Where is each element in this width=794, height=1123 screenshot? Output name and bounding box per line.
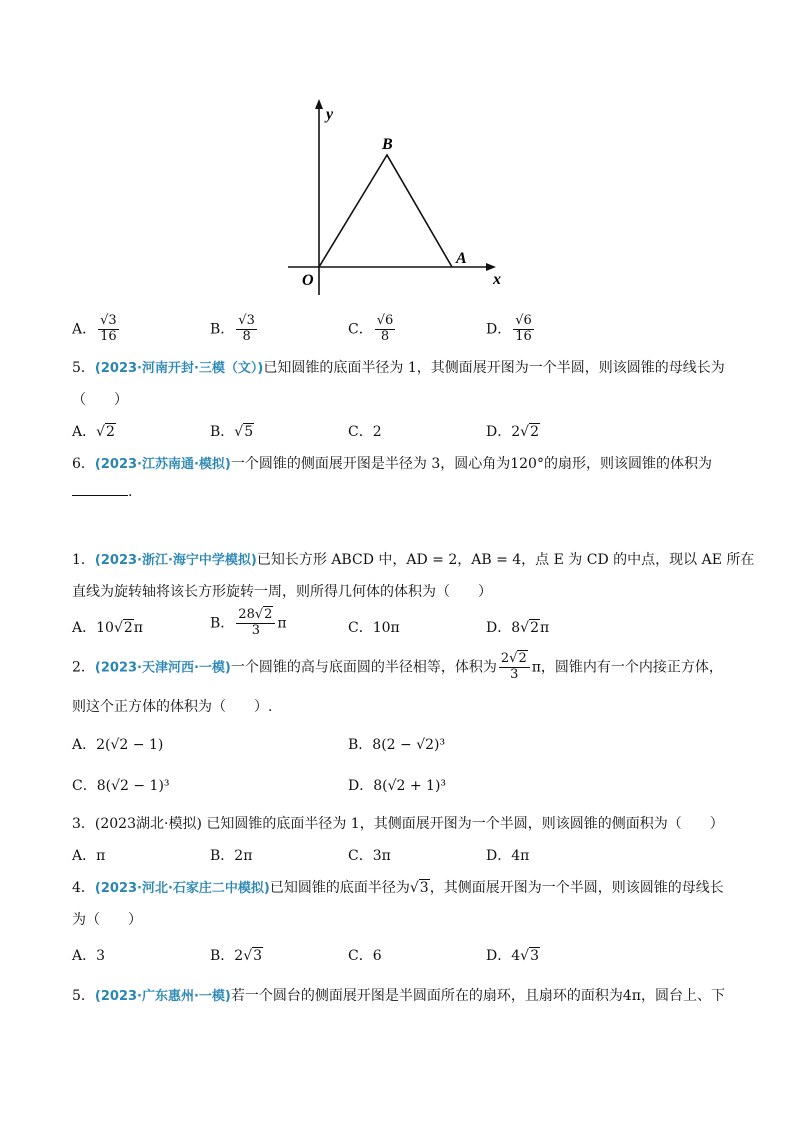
q5a-option-b: B．√5 [210, 424, 254, 440]
source-tag: (2023·河南开封·三模（文）) [94, 361, 264, 376]
q3-option-a: A．π [72, 848, 106, 864]
y-axis-arrow [315, 99, 323, 109]
q4-option-b: B．2√3 [210, 948, 263, 964]
p0-option-b: B． $\frac{√3}{8}$ [210, 313, 255, 344]
question-6a: 6．(2023·江苏南通·模拟)一个圆锥的侧面展开图是半径为 3，圆心角为120°的扇形，则该圆锥的体积为 [72, 456, 712, 472]
q2-option-c: C．8(√2 − 1)³ [72, 778, 170, 794]
question-6a-blank: . [72, 484, 132, 500]
q1-option-d: D．8√2π [486, 620, 550, 636]
q1-option-b: B． $\frac{28√2}{3}$ π [210, 607, 287, 638]
question-4-line2: 为（ ） [72, 912, 142, 928]
question-1-line2: 直线为旋转轴将该长方形旋转一周，则所得几何体的体积为（ ） [72, 584, 492, 600]
question-2: 2．(2023·天津河西·一模)一个圆锥的高与底面圆的半径相等，体积为 $\frac{2√2}{3}$ π，圆锥内有一个内接正方体， [72, 651, 723, 682]
q2-option-b: B．8(2 − √2)³ [348, 737, 446, 753]
q2-option-d: D．8(√2 + 1)³ [348, 778, 447, 794]
q4-option-c: C．6 [348, 948, 382, 964]
x-axis-arrow [486, 263, 496, 271]
q5a-option-c: C．2 [348, 424, 382, 440]
q5a-option-a: A．√2 [72, 424, 115, 440]
triangle-figure [280, 95, 520, 310]
q3-option-c: C．3π [348, 848, 391, 864]
q2-option-a: A．2(√2 − 1) [72, 737, 164, 753]
question-5b: 5．(2023·广东惠州·一模)若一个圆台的侧面展开图是半圆面所在的扇环，且扇环的面积为4π，圆台上、下 [72, 988, 725, 1004]
q4-option-a: A．3 [72, 948, 106, 964]
triangle-sides [319, 155, 452, 267]
question-5a-paren: （ ） [72, 392, 128, 408]
q1-option-a: A．10√2π [72, 620, 143, 636]
label-A: A [456, 250, 467, 267]
label-x: x [493, 271, 501, 288]
q1-option-c: C．10π [348, 620, 400, 636]
source-tag: (2023·河北·石家庄二中模拟) [94, 881, 270, 896]
q3-option-d: D．4π [486, 848, 530, 864]
question-1: 1．(2023·浙江·海宁中学模拟)已知长方形 ABCD 中，AD = 2，AB = 4，点 E 为 CD 的中点，现以 AE 所在 [72, 552, 755, 568]
q5a-option-d: D．2√2 [486, 424, 539, 440]
source-tag: (2023·江苏南通·模拟) [94, 457, 231, 472]
question-2-line2: 则这个正方体的体积为（ ）. [72, 699, 273, 715]
p0-option-d: D． $\frac{√6}{16}$ [486, 313, 532, 344]
q4-option-d: D．4√3 [486, 948, 539, 964]
q3-option-b: B．2π [210, 848, 253, 864]
label-B: B [382, 136, 393, 153]
question-4: 4．(2023·河北·石家庄二中模拟)已知圆锥的底面半径为√3，其侧面展开图为一个半圆，则该圆锥的母线长 [72, 880, 724, 896]
source-tag: (2023·浙江·海宁中学模拟) [94, 553, 257, 568]
source-tag: (2023·广东惠州·一模) [94, 989, 231, 1004]
question-5a: 5．(2023·河南开封·三模（文）)已知圆锥的底面半径为 1，其侧面展开图为一个半圆，则该圆锥的母线长为 [72, 360, 725, 376]
p0-option-a: A． $\frac{√3}{16}$ [72, 313, 117, 344]
p0-option-c: C． $\frac{√6}{8}$ [348, 313, 394, 344]
label-O: O [302, 272, 314, 289]
question-3: 3．(2023湖北·模拟) 已知圆锥的底面半径为 1，其侧面展开图为一个半圆，则该圆锥的侧面积为（ ） [72, 816, 724, 832]
source-tag: (2023·天津河西·一模) [94, 660, 231, 676]
label-y: y [326, 106, 334, 123]
